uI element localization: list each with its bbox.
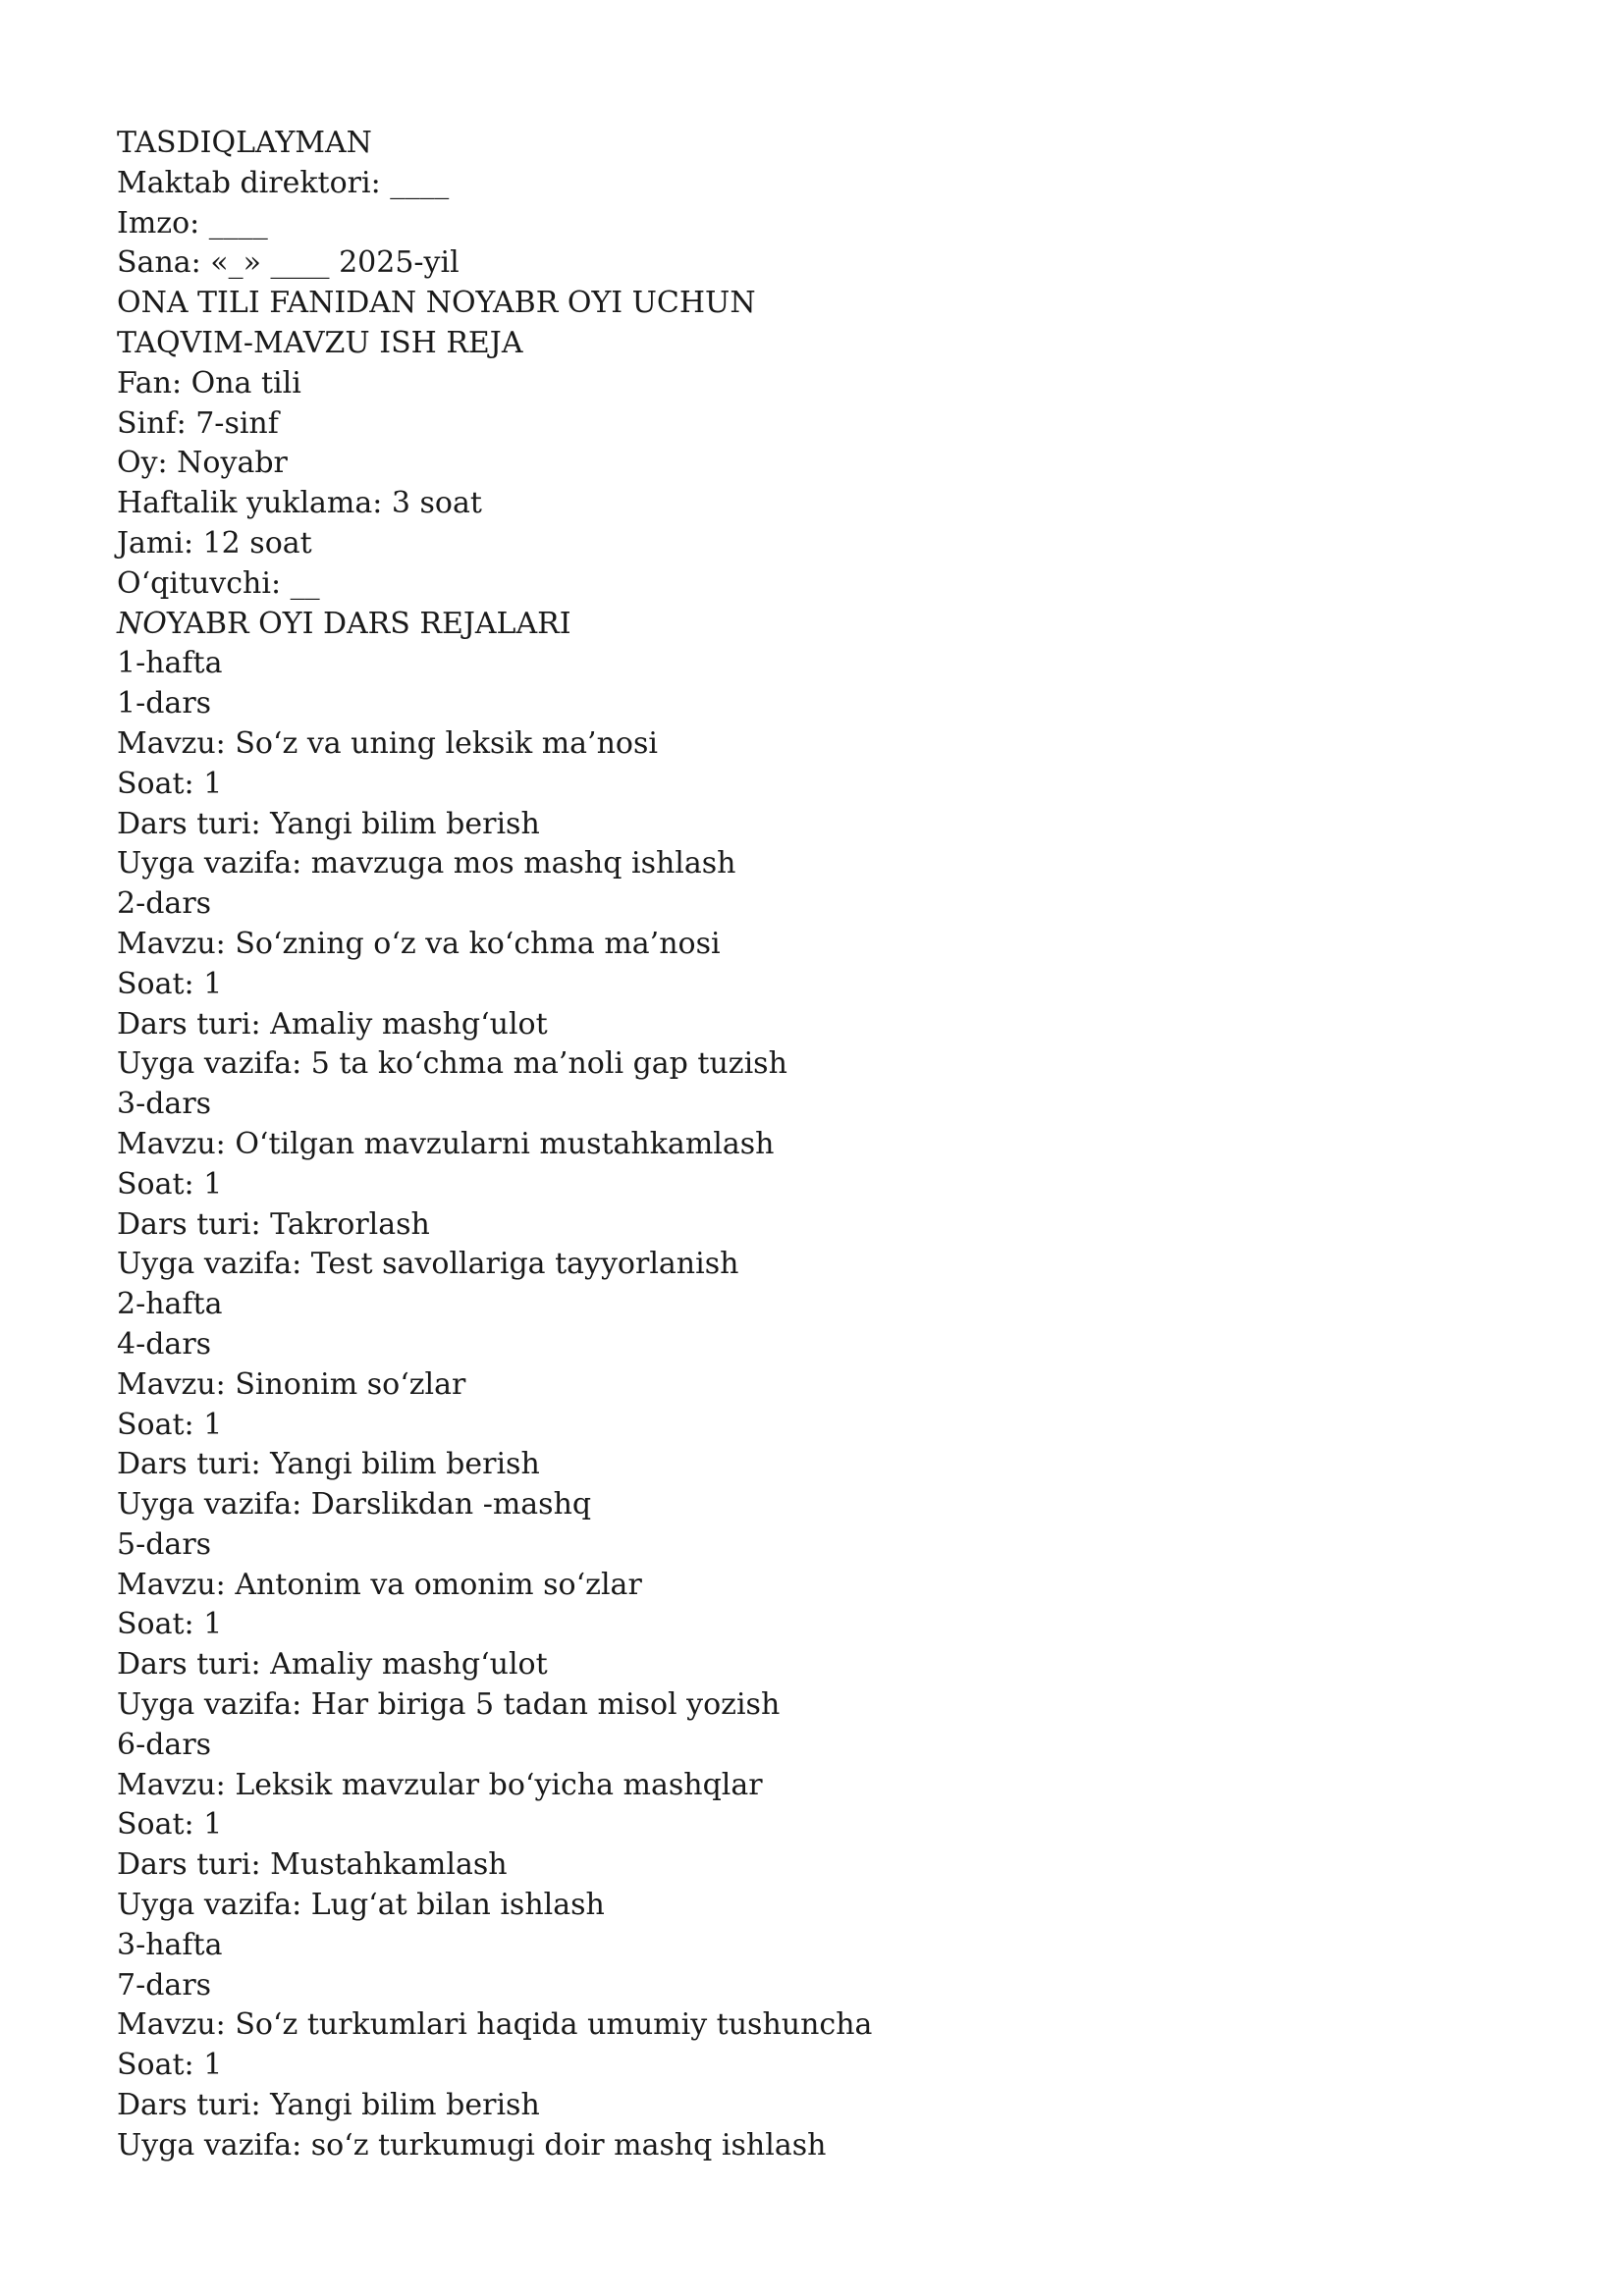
lesson-type: Dars turi: Amaliy mashg‘ulot (117, 1006, 548, 1041)
lesson-topic: Mavzu: O‘tilgan mavzularni mustahkamlash (117, 1126, 775, 1161)
week-label: 3-hafta (117, 1927, 223, 1962)
lesson-label: 7-dars (117, 1967, 212, 2002)
lesson-homework: Uyga vazifa: Lug‘at bilan ishlash (117, 1888, 605, 1923)
document-title-line-1: ONA TILI FANIDAN NOYABR OYI UCHUN (117, 286, 756, 321)
info-teacher: O‘qituvchi: __ (117, 565, 320, 601)
lesson-homework: Uyga vazifa: Har biriga 5 tadan misol yozish (117, 1687, 781, 1723)
lesson-hours: Soat: 1 (117, 966, 223, 1001)
lesson-hours: Soat: 1 (117, 766, 223, 801)
lesson-topic: Mavzu: Sinonim so‘zlar (117, 1366, 466, 1402)
lesson-topic: Mavzu: Antonim va omonim so‘zlar (117, 1567, 642, 1602)
lesson-label: 1-dars (117, 686, 212, 721)
document-title-line-2: TAQVIM-MAVZU ISH REJA (117, 325, 523, 360)
lesson-label: 6-dars (117, 1727, 212, 1762)
document-body (117, 124, 1491, 2166)
lesson-hours: Soat: 1 (117, 1607, 223, 1642)
lesson-hours: Soat: 1 (117, 1407, 223, 1442)
lesson-label: 3-dars (117, 1087, 212, 1122)
lesson-hours: Soat: 1 (117, 2048, 223, 2083)
info-total-hours: Jami: 12 soat (117, 525, 312, 561)
info-weekly-load: Haftalik yuklama: 3 soat (117, 486, 482, 521)
info-subject: Fan: Ona tili (117, 365, 301, 400)
lesson-homework: Uyga vazifa: 5 ta ko‘chma ma’noli gap tuzish (117, 1046, 787, 1082)
date-line: Sana: «_» ____ 2025-yil (117, 245, 460, 281)
lesson-type: Dars turi: Takrorlash (117, 1206, 430, 1242)
section-title-rest: YABR OYI DARS REJALARI (166, 606, 571, 641)
director-line: Maktab direktori: ____ (117, 165, 450, 200)
week-label: 2-hafta (117, 1287, 223, 1322)
section-title-italic: NO (117, 606, 167, 641)
section-title (117, 605, 1491, 645)
info-month: Oy: Noyabr (117, 446, 288, 481)
lesson-type: Dars turi: Yangi bilim berish (117, 806, 540, 841)
lesson-homework: Uyga vazifa: Darslikdan -mashq (117, 1487, 592, 1522)
info-grade: Sinf: 7-sinf (117, 405, 279, 441)
approval-heading: TASDIQLAYMAN (117, 126, 372, 160)
lesson-label: 2-dars (117, 886, 212, 922)
lesson-homework: Uyga vazifa: mavzuga mos mashq ishlash (117, 846, 736, 881)
lesson-topic: Mavzu: So‘zning o‘z va ko‘chma ma’nosi (117, 926, 721, 961)
lesson-homework: Uyga vazifa: so‘z turkumugi doir mashq ishlash (117, 2127, 827, 2163)
lesson-label: 4-dars (117, 1326, 212, 1362)
week-label: 1-hafta (117, 646, 223, 681)
lesson-hours: Soat: 1 (117, 1166, 223, 1201)
lesson-type: Dars turi: Mustahkamlash (117, 1847, 508, 1883)
lesson-topic: Mavzu: So‘z turkumlari haqida umumiy tushuncha (117, 2007, 873, 2043)
lesson-topic: Mavzu: So‘z va uning leksik ma’nosi (117, 725, 658, 761)
lesson-topic: Mavzu: Leksik mavzular bo‘yicha mashqlar (117, 1767, 763, 1802)
lesson-homework: Uyga vazifa: Test savollariga tayyorlanish (117, 1247, 739, 1282)
lesson-type: Dars turi: Amaliy mashg‘ulot (117, 1647, 548, 1682)
signature-line: Imzo: ____ (117, 205, 268, 240)
lesson-hours: Soat: 1 (117, 1807, 223, 1842)
lesson-label: 5-dars (117, 1526, 212, 1562)
lesson-type: Dars turi: Yangi bilim berish (117, 2088, 540, 2123)
lesson-type: Dars turi: Yangi bilim berish (117, 1447, 540, 1482)
